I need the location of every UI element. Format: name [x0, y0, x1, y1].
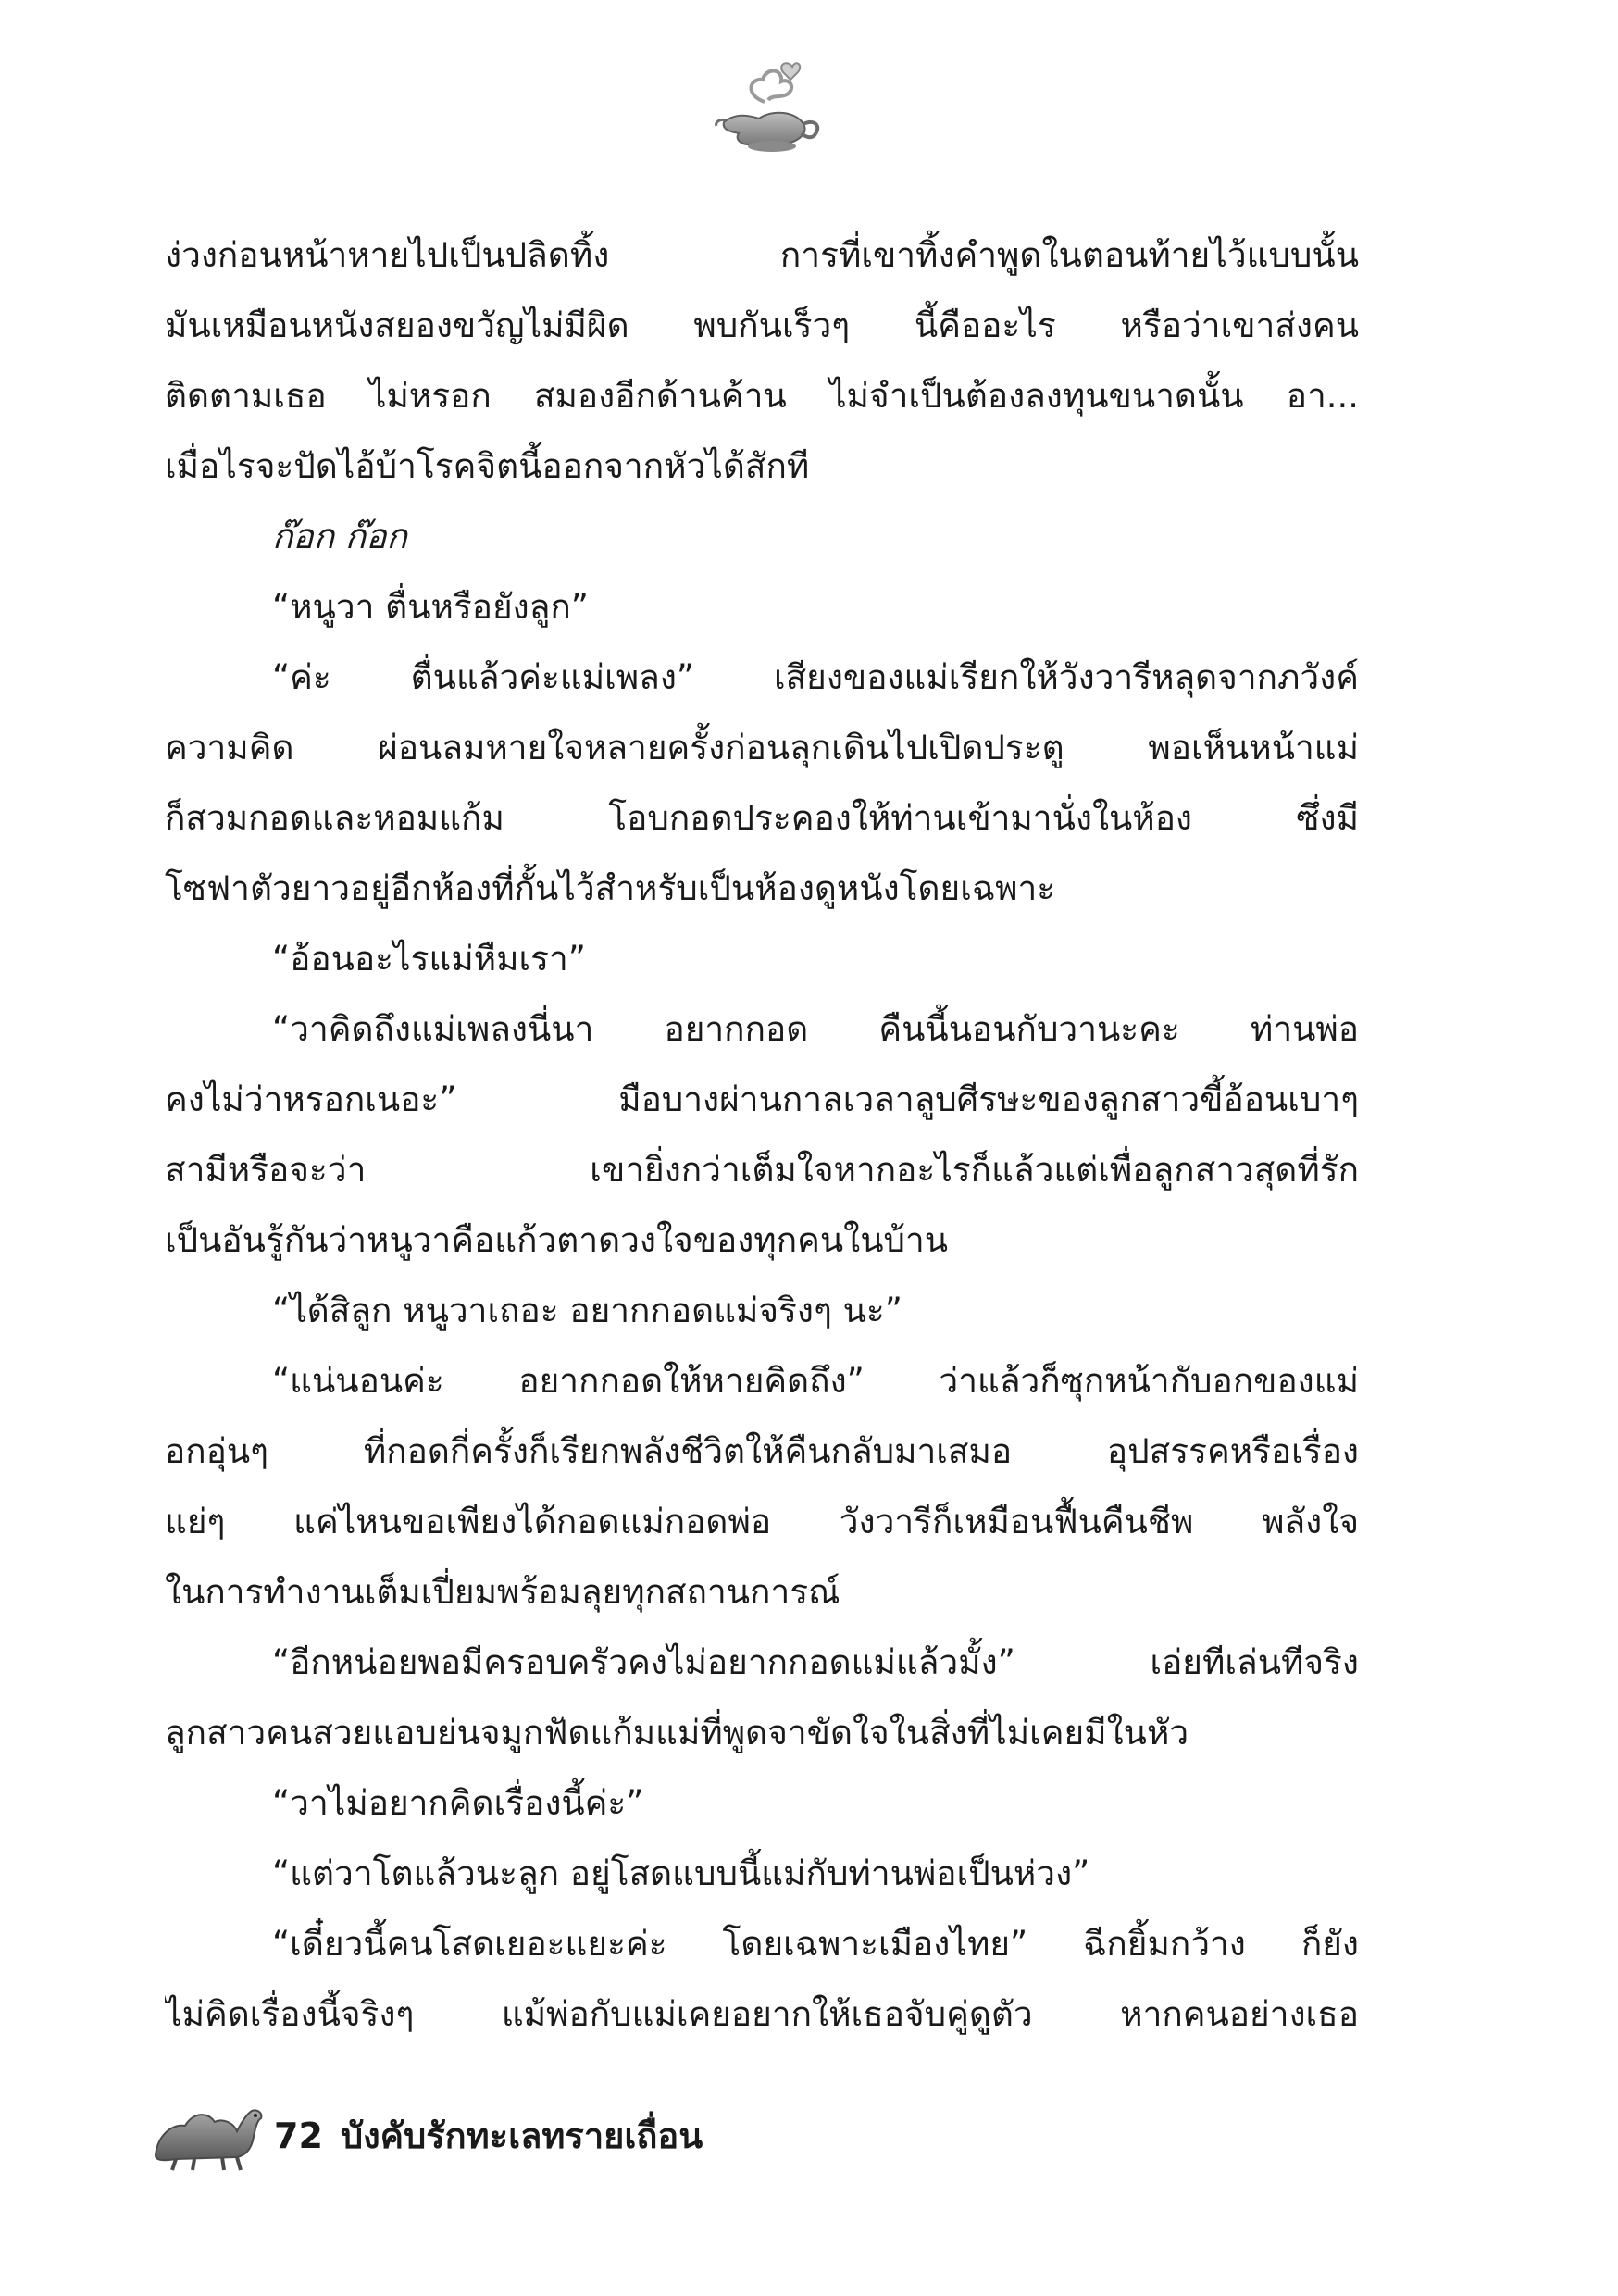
text-line: “เดี๋ยวนี้คนโสดเยอะแยะค่ะ โดยเฉพาะเมืองไทย” ฉีกยิ้มกว้าง ก็ยัง [272, 1924, 1359, 1964]
page-number: 72 [274, 2115, 323, 2156]
text-line: อกอุ่นๆ ที่กอดกี่ครั้งก็เรียกพลังชีวิตให้คืนกลับมาเสมอ อุปสรรคหรือเรื่อง [165, 1431, 1359, 1471]
text-line: สามีหรือจะว่า เขายิ่งกว่าเต็มใจหากอะไรก็แล้วแต่เพื่อลูกสาวสุดที่รัก [165, 1150, 1359, 1190]
text-line: ง่วงก่อนหน้าหายไปเป็นปลิดทิ้ง การที่เขาทิ้งคำพูดในตอนท้ายไว้แบบนั้น [165, 235, 1359, 275]
text-line: “อีกหน่อยพอมีครอบครัวคงไม่อยากกอดแม่แล้วมั้ง” เอ่ยทีเล่นทีจริง [272, 1642, 1359, 1682]
text-line: “แน่นอนค่ะ อยากกอดให้หายคิดถึง” ว่าแล้วก็ซุกหน้ากับอกของแม่ [272, 1361, 1359, 1401]
text-line: ในการทำงานเต็มเปี่ยมพร้อมลุยทุกสถานการณ์ [165, 1572, 840, 1612]
text-line: ติดตามเธอ ไม่หรอก สมองอีกด้านค้าน ไม่จำเป็นต้องลงทุนขนาดนั้น อา... [165, 376, 1359, 416]
camel-icon [148, 2090, 268, 2174]
text-line: เมื่อไรจะปัดไอ้บ้าโรคจิตนี้ออกจากหัวได้สักที [165, 446, 810, 486]
text-line: คงไม่ว่าหรอกเนอะ” มือบางผ่านกาลเวลาลูบศีรษะของลูกสาวขี้อ้อนเบาๆ [165, 1079, 1359, 1119]
body-text [165, 220, 1359, 2050]
text-line: “ค่ะ ตื่นแล้วค่ะแม่เพลง” เสียงของแม่เรียกให้วังวารีหลุดจากภวังค์ [272, 657, 1359, 697]
text-line: “หนูวา ตื่นหรือยังลูก” [272, 587, 589, 627]
text-line: ความคิด ผ่อนลมหายใจหลายครั้งก่อนลุกเดินไปเปิดประตู พอเห็นหน้าแม่ [165, 728, 1359, 767]
text-line: “วาไม่อยากคิดเรื่องนี้ค่ะ” [272, 1783, 644, 1823]
text-line: ไม่คิดเรื่องนี้จริงๆ แม้พ่อกับแม่เคยอยากให้เธอจับคู่ดูตัว หากคนอย่างเธอ [165, 1994, 1359, 2034]
page-footer [148, 2090, 889, 2174]
text-line: โซฟาตัวยาวอยู่อีกห้องที่กั้นไว้สำหรับเป็นห้องดูหนังโดยเฉพาะ [165, 868, 1056, 908]
text-line: “อ้อนอะไรแม่หืมเรา” [272, 939, 586, 979]
text-line: ลูกสาวคนสวยแอบย่นจมูกฟัดแก้มแม่ที่พูดจาขัดใจในสิ่งที่ไม่เคยมีในหัว [165, 1713, 1189, 1753]
genie-lamp-icon [707, 57, 828, 159]
text-line: แย่ๆ แค่ไหนขอเพียงได้กอดแม่กอดพ่อ วังวารีก็เหมือนฟื้นคืนชีพ พลังใจ [165, 1502, 1359, 1541]
book-title: บังคับรักทะเลทรายเถื่อน [341, 2115, 703, 2156]
text-line: “แต่วาโตแล้วนะลูก อยู่โสดแบบนี้แม่กับท่านพ่อเป็นห่วง” [272, 1853, 1090, 1893]
text-line: มันเหมือนหนังสยองขวัญไม่มีผิด พบกันเร็วๆ นี้คืออะไร หรือว่าเขาส่งคน [165, 306, 1359, 345]
text-line: “ได้สิลูก หนูวาเถอะ อยากกอดแม่จริงๆ นะ” [272, 1291, 902, 1330]
text-line: ก๊อก ก๊อก [272, 517, 407, 556]
text-line: เป็นอันรู้กันว่าหนูวาคือแก้วตาดวงใจของทุกคนในบ้าน [165, 1220, 949, 1260]
text-line: ก็สวมกอดและหอมแก้ม โอบกอดประคองให้ท่านเข้ามานั่งในห้อง ซึ่งมี [165, 798, 1359, 838]
text-line: “วาคิดถึงแม่เพลงนี่นา อยากกอด คืนนี้นอนกับวานะคะ ท่านพ่อ [272, 1009, 1359, 1049]
